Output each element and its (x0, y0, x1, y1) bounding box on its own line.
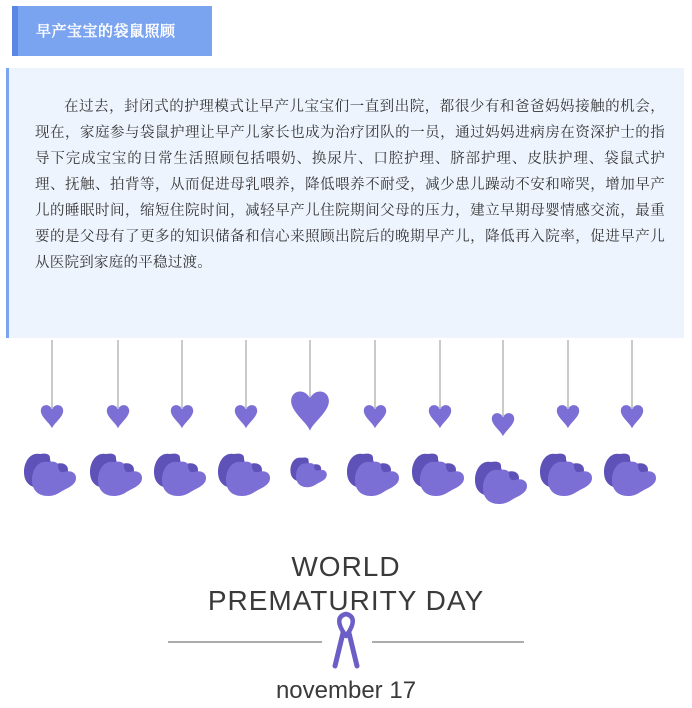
heart-icon (557, 405, 579, 428)
article-paragraph: 在过去，封闭式的护理模式让早产儿宝宝们一直到出院，都很少有和爸爸妈妈接触的机会，现在，家庭参与袋鼠护理让早产儿家长也成为治疗团队的一员，通过妈妈进病房在资深护士的指导下完成宝宝的日常生活照顾包括喂奶、换尿片、口腔护理、脐部护理、皮肤护理、袋鼠式护理、抚触、拍背等，从而促进母乳喂养，降低喂养不耐受，减少患儿躁动不安和啼哭，增加早产儿的睡眠时间，缩短住院时间，减轻早产儿住院期间父母的压力，建立早期母婴情感交流，最重要的是父母有了更多的知识储备和信心来照顾出院后的晚期早产儿，降低再入院率，促进早产儿从医院到家庭的平稳过渡。 (35, 99, 665, 271)
article-card (6, 68, 684, 338)
bootie-icon (420, 462, 464, 496)
bootie-icon (226, 462, 270, 496)
ornament-item (604, 340, 656, 496)
ornament-item (540, 340, 592, 496)
poster-line-2: PREMATURITY DAY (207, 585, 485, 616)
bootie-icon (355, 462, 399, 496)
ornament-item (154, 340, 206, 496)
bootie-icon (32, 462, 76, 496)
heart-icon (621, 405, 643, 428)
bootie-icon (548, 462, 592, 496)
heart-icon (492, 413, 514, 436)
ornament-item (290, 340, 329, 487)
poster-date: november 17 (275, 677, 417, 704)
ornament-item (347, 340, 399, 496)
heart-icon (107, 405, 129, 428)
ornament-item (24, 340, 76, 496)
heart-icon (171, 405, 193, 428)
bootie-icon (296, 463, 327, 487)
bootie-icon (162, 462, 206, 496)
heart-icon (364, 405, 386, 428)
hanging-ornaments (24, 340, 656, 504)
heart-icon (41, 405, 63, 428)
bootie-icon (98, 462, 142, 496)
ornament-item (475, 340, 527, 504)
ornament-item (90, 340, 142, 496)
bootie-icon (612, 462, 656, 496)
awareness-ribbon-icon (335, 614, 357, 666)
section-title: 早产宝宝的袋鼠照顾 (36, 22, 176, 40)
heart-icon (429, 405, 451, 428)
ornament-item (412, 340, 464, 496)
bootie-icon (483, 470, 527, 504)
ornament-item (218, 340, 270, 496)
heart-icon (235, 405, 257, 428)
poster-line-1: WORLD (291, 551, 401, 582)
prematurity-day-poster (0, 340, 692, 708)
section-title-tab (12, 6, 212, 56)
